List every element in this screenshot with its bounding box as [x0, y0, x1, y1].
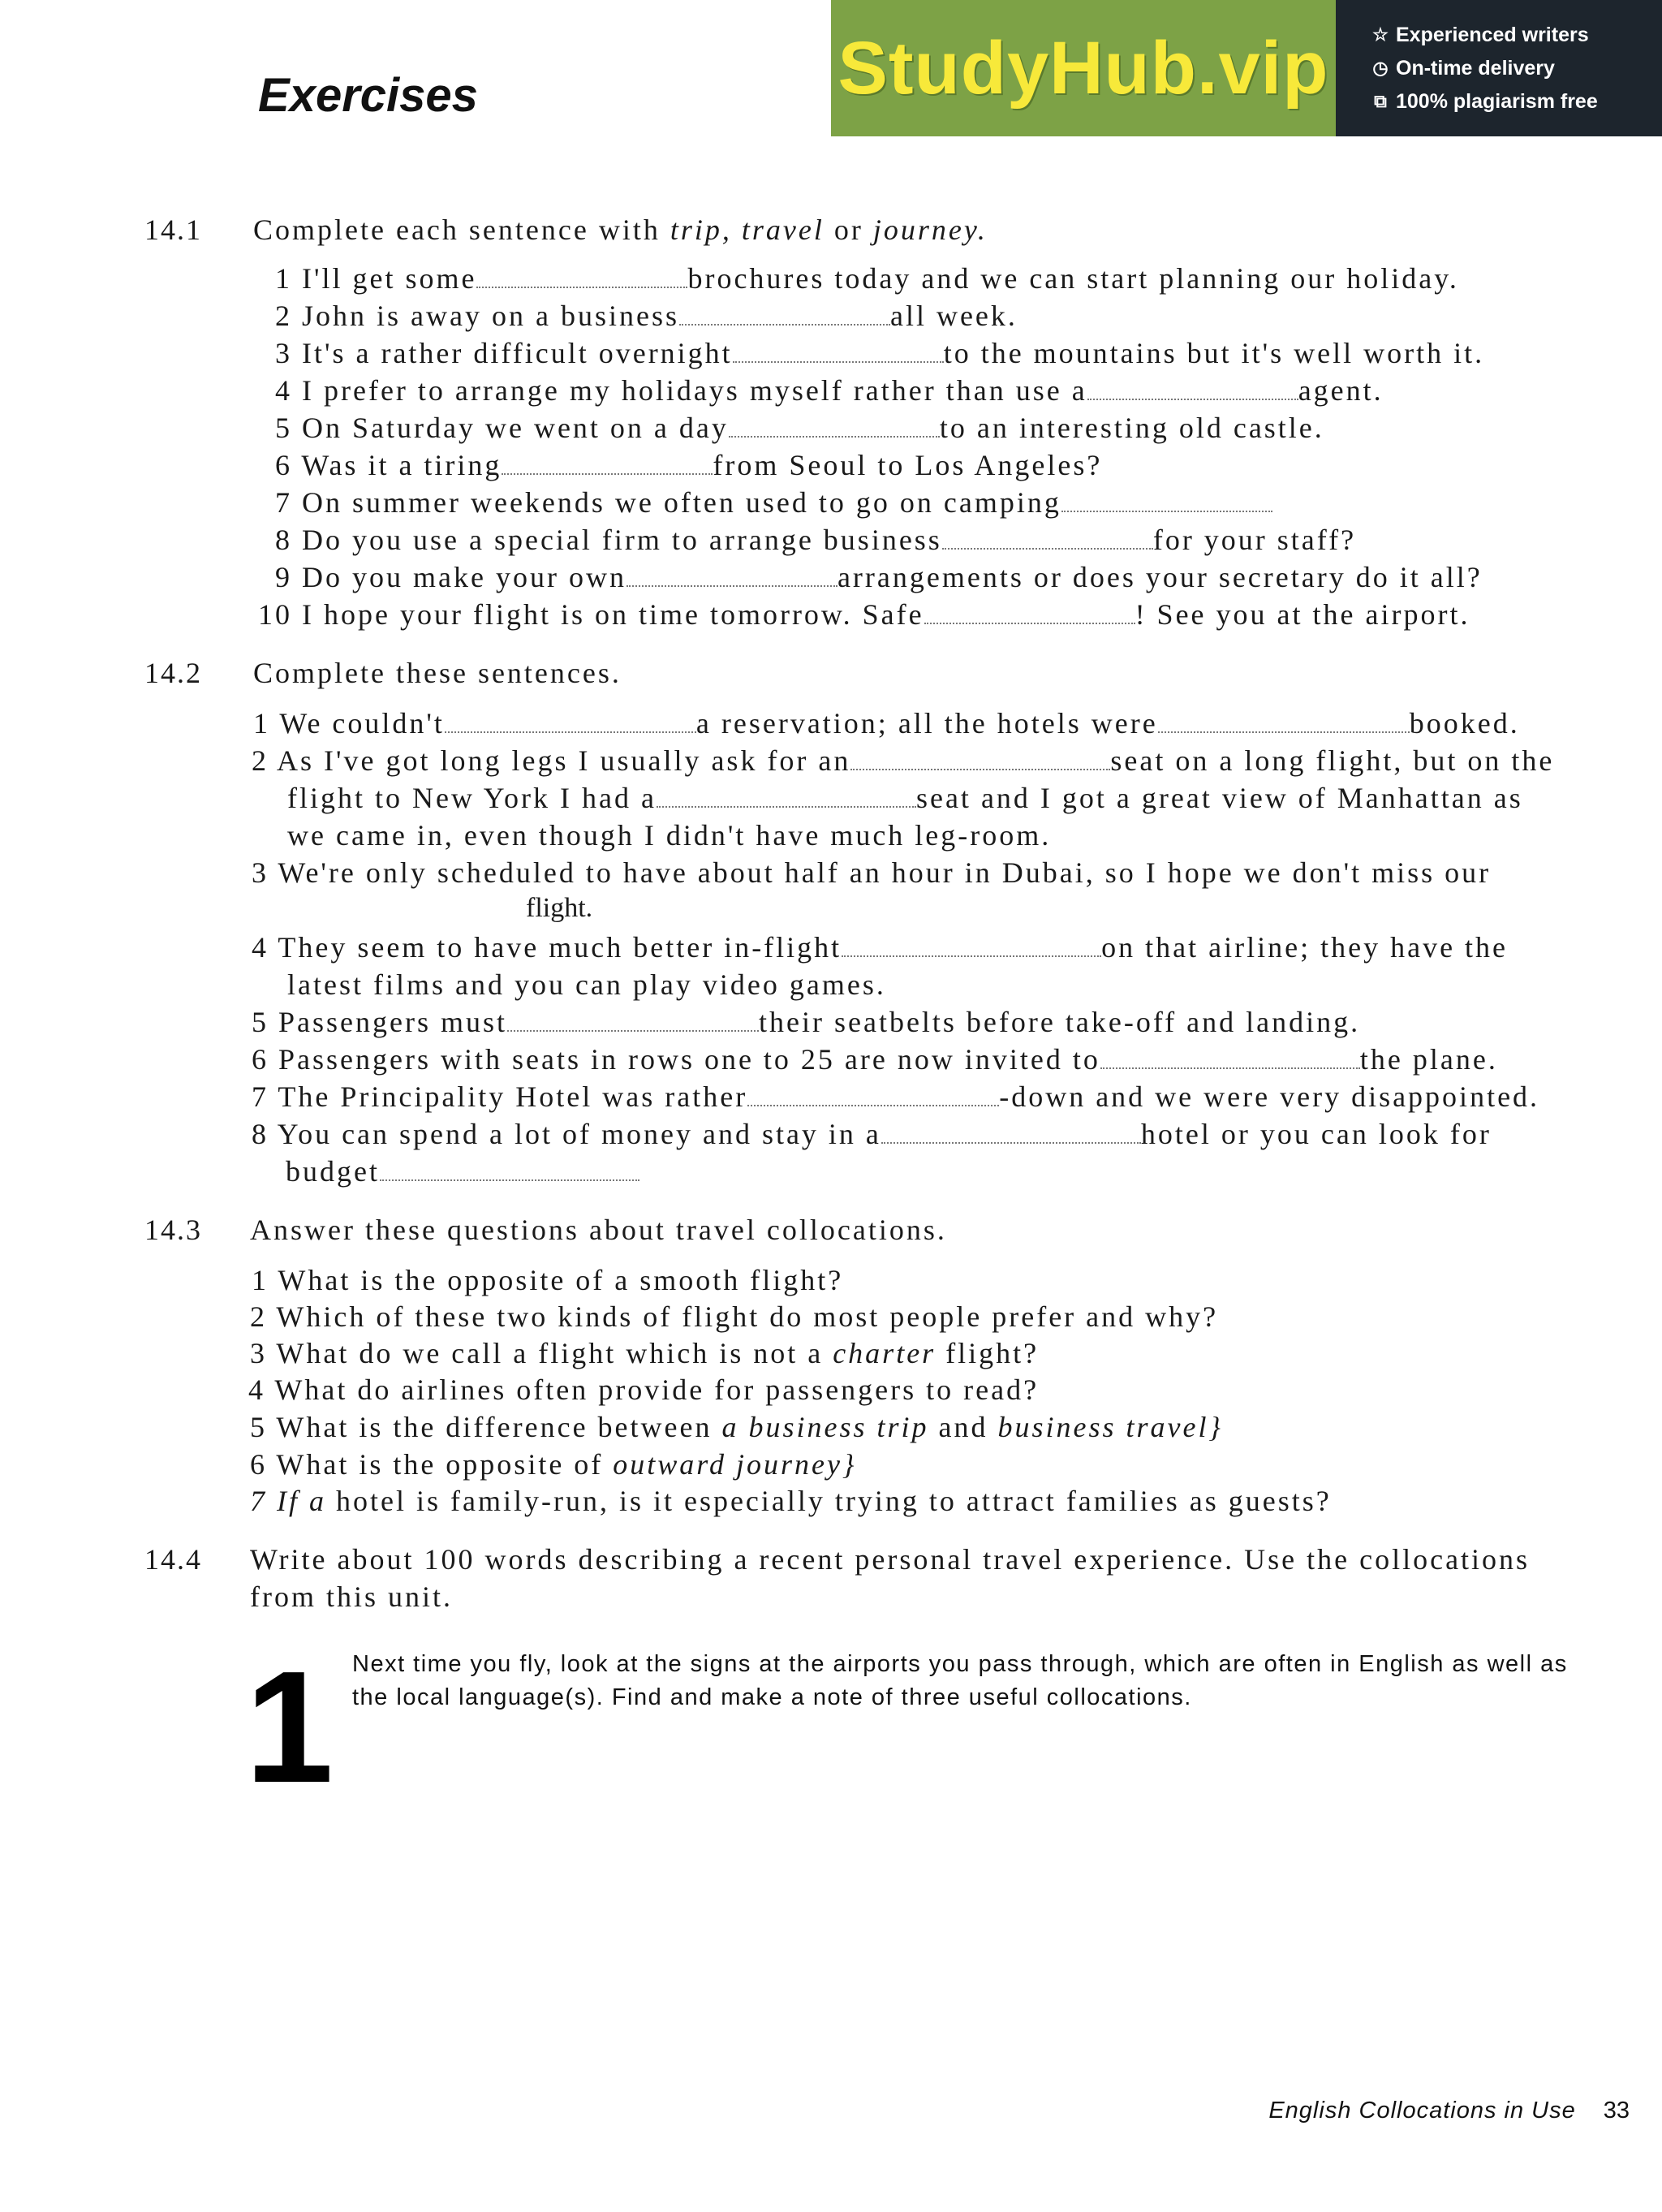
item-text: They seem to have much better in-flight: [278, 931, 842, 964]
question-item: [250, 1410, 1223, 1444]
item-text: budget: [286, 1155, 380, 1188]
item-number: 7: [275, 486, 292, 519]
item-text: to the mountains but it's well worth it.: [943, 337, 1485, 369]
item-number: 6: [250, 1448, 267, 1481]
item-text: What do we call a flight which is not a: [276, 1337, 833, 1369]
item-number: 6: [252, 1043, 269, 1076]
exercise-instruction: Answer these questions about travel collocations.: [250, 1214, 947, 1246]
question-item: [250, 1300, 1218, 1334]
banner-logo: StudyHub.vip: [837, 26, 1329, 110]
item-text: to an interesting old castle.: [939, 412, 1324, 444]
item-number: 8: [275, 524, 292, 556]
item-text: booked.: [1409, 707, 1520, 739]
exercise-instruction: Write about 100 words describing a recent personal travel experience. Use the collocations: [250, 1543, 1531, 1576]
option-word: travel: [741, 213, 825, 246]
exercise-number: 14.3: [144, 1214, 202, 1246]
item-text: arrangements or does your secretary do it all?: [837, 561, 1483, 593]
item-text: Was it a tiring: [301, 449, 502, 481]
exercise-instruction: Complete these sentences.: [253, 657, 622, 689]
exercise-item-continued: latest films and you can play video games.: [287, 968, 886, 1001]
answer-blank[interactable]: [657, 801, 916, 808]
exercise-item: [252, 744, 1554, 778]
item-text: flight?: [936, 1337, 1040, 1369]
item-text: hotel or you can look for: [1140, 1118, 1492, 1150]
answer-blank[interactable]: [1100, 1063, 1360, 1069]
item-text: I prefer to arrange my holidays myself rather than use a: [302, 374, 1087, 407]
item-text: John is away on a business: [302, 300, 679, 332]
page-title: Exercises: [258, 69, 478, 122]
exercise-number: 14.2: [144, 657, 202, 689]
item-number: 2: [252, 744, 269, 777]
item-number: 10: [258, 598, 292, 631]
answer-blank[interactable]: [881, 1137, 1141, 1144]
answer-blank[interactable]: [626, 580, 837, 587]
item-text: We couldn't: [279, 707, 445, 739]
star-icon: ☆: [1372, 24, 1389, 45]
exercise-item: [255, 373, 1384, 407]
exercise-item: [255, 597, 1470, 632]
item-text: Passengers must: [278, 1006, 507, 1038]
item-number: 3: [275, 337, 292, 369]
item-text: hotel is family-run, is it especially trying to attract families as guests?: [326, 1485, 1332, 1517]
book-title: English Collocations in Use: [1268, 2098, 1576, 2124]
exercise-item: [253, 706, 1520, 740]
item-number: 2: [275, 300, 292, 332]
question-item: [250, 1447, 856, 1481]
exercise-item: [255, 448, 1102, 482]
item-text-italic: If a: [277, 1485, 326, 1517]
item-text: their seatbelts before take-off and landing.: [759, 1006, 1361, 1038]
item-number: 3: [252, 856, 269, 889]
item-text: On Saturday we went on a day: [302, 412, 729, 444]
item-text: Do you make your own: [302, 561, 626, 593]
answer-blank[interactable]: [924, 618, 1135, 624]
item-text: and: [928, 1411, 998, 1443]
item-number: 7: [250, 1485, 267, 1517]
clock-icon: ◷: [1372, 58, 1389, 78]
exercise-item: [255, 523, 1356, 557]
item-number: 9: [275, 561, 292, 593]
exercise-item-continued: [286, 1154, 639, 1188]
question-item: [250, 1484, 1332, 1518]
exercise-item: [252, 930, 1508, 964]
item-text: What is the opposite of: [276, 1448, 614, 1481]
item-number: 4: [252, 931, 269, 964]
answer-blank[interactable]: [476, 282, 687, 288]
item-text: What is the opposite of a smooth flight?: [278, 1264, 844, 1296]
item-number: 6: [275, 449, 292, 481]
banner-logo-area[interactable]: [831, 0, 1336, 136]
tip-number: 1: [245, 1638, 334, 1816]
item-text: Do you use a special firm to arrange business: [302, 524, 942, 556]
item-number: 4: [248, 1373, 265, 1406]
banner-feature-label: 100% plagiarism free: [1396, 89, 1598, 113]
item-text: I hope your flight is on time tomorrow. Safe: [302, 598, 924, 631]
item-number: 5: [275, 412, 292, 444]
exercise-item: [255, 411, 1324, 445]
copy-icon: ⧉: [1374, 91, 1387, 111]
instruction-text: Complete each sentence with: [253, 213, 670, 246]
item-text: Which of these two kinds of flight do most people prefer and why?: [276, 1300, 1219, 1333]
item-number: 4: [275, 374, 292, 407]
exercise-item: [255, 560, 1483, 594]
answer-blank[interactable]: [502, 468, 713, 475]
item-text-italic: outward journey}: [613, 1448, 857, 1481]
item-text: What do airlines often provide for passengers to read?: [274, 1373, 1040, 1406]
answer-blank[interactable]: [729, 431, 940, 438]
exercise-item-continued: [287, 781, 1523, 815]
answer-blank[interactable]: [747, 1100, 999, 1106]
answer-blank[interactable]: [733, 356, 944, 363]
answer-blank[interactable]: [1087, 394, 1298, 400]
answer-blank[interactable]: [1158, 727, 1410, 733]
exercise-item: [255, 485, 1272, 520]
exercise-instruction-continued: from this unit.: [250, 1580, 453, 1613]
exercise-item: [252, 1005, 1360, 1039]
exercise-item: [252, 1042, 1498, 1076]
banner-feature: [1371, 90, 1662, 114]
item-text: It's a rather difficult overnight: [302, 337, 733, 369]
question-item: [250, 1336, 1039, 1370]
question-item: [248, 1373, 1039, 1407]
answer-blank[interactable]: [445, 727, 696, 733]
exercise-item-continued: flight.: [526, 893, 593, 923]
answer-blank[interactable]: [942, 543, 1153, 550]
item-text: Passengers with seats in rows one to 25 are now invited to: [278, 1043, 1100, 1076]
item-text-italic: a business trip: [721, 1411, 929, 1443]
item-text: the plane.: [1359, 1043, 1498, 1076]
item-text: flight to New York I had a: [287, 782, 657, 814]
item-text: seat and I got a great view of Manhattan as: [915, 782, 1523, 814]
banner-feature: [1371, 24, 1662, 47]
item-number: 5: [252, 1006, 269, 1038]
exercise-item-continued: we came in, even though I didn't have much leg-room.: [287, 819, 1052, 852]
instruction-text: or: [824, 213, 873, 246]
item-text: We're only scheduled to have about half an hour in Dubai, so I hope we don't miss our: [278, 856, 1492, 889]
item-text: As I've got long legs I usually ask for an: [277, 744, 851, 777]
item-text: -down and we were very disappointed.: [999, 1080, 1540, 1113]
option-word: trip,: [670, 213, 732, 246]
exercise-item: [252, 1080, 1539, 1114]
item-text: The Principality Hotel was rather: [278, 1080, 748, 1113]
item-number: 1: [253, 707, 270, 739]
page-footer: [1268, 2098, 1630, 2124]
answer-blank[interactable]: [380, 1175, 639, 1181]
exercise-item: [255, 261, 1459, 295]
banner-features: [1336, 0, 1662, 136]
item-text-italic: charter: [833, 1337, 936, 1369]
item-number: 1: [252, 1264, 269, 1296]
item-number: 1: [275, 262, 292, 295]
item-number: 7: [252, 1080, 269, 1113]
question-item: [252, 1263, 843, 1297]
banner-feature-label: Experienced writers: [1396, 23, 1589, 46]
item-text: I'll get some: [302, 262, 477, 295]
exercise-item: [255, 299, 1018, 333]
item-number: 2: [250, 1300, 267, 1333]
item-text: a reservation; all the hotels were: [695, 707, 1158, 739]
answer-blank[interactable]: [679, 319, 890, 326]
exercise-number: 14.4: [144, 1543, 202, 1576]
item-number: 8: [252, 1118, 269, 1150]
exercise-item: [255, 336, 1484, 370]
item-text: on that airline; they have the: [1101, 931, 1509, 964]
answer-blank[interactable]: [850, 764, 1110, 770]
item-text: brochures today and we can start planning our holiday.: [687, 262, 1459, 295]
answer-blank[interactable]: [507, 1025, 759, 1032]
tip-text: Next time you fly, look at the signs at the airports you pass through, which are often in English as well as the local language(s). Find and make a note of three useful collocations.: [352, 1651, 1568, 1710]
banner-feature-label: On-time delivery: [1396, 56, 1555, 80]
exercise-number: 14.1: [144, 213, 202, 246]
item-text: for your staff?: [1152, 524, 1357, 556]
page-number: 33: [1603, 2098, 1630, 2124]
item-text: agent.: [1298, 374, 1384, 407]
item-text: You can spend a lot of money and stay in a: [277, 1118, 881, 1150]
item-text: seat on a long flight, but on the: [1110, 744, 1555, 777]
item-text: from Seoul to Los Angeles?: [713, 449, 1103, 481]
answer-blank[interactable]: [842, 951, 1101, 957]
exercise-instruction: [253, 213, 988, 247]
item-text: What is the difference between: [276, 1411, 722, 1443]
item-number: 3: [250, 1337, 267, 1369]
exercise-item: [252, 856, 1491, 890]
item-text-italic: business travel}: [997, 1411, 1223, 1443]
item-text: On summer weekends we often used to go on camping: [302, 486, 1061, 519]
item-text: ! See you at the airport.: [1135, 598, 1470, 631]
option-word: journey.: [872, 213, 988, 246]
studyhub-banner[interactable]: [831, 0, 1662, 136]
exercise-item: [252, 1117, 1492, 1151]
item-number: 5: [250, 1411, 267, 1443]
banner-feature: [1371, 57, 1662, 80]
answer-blank[interactable]: [1061, 506, 1272, 512]
item-text: all week.: [889, 300, 1018, 332]
